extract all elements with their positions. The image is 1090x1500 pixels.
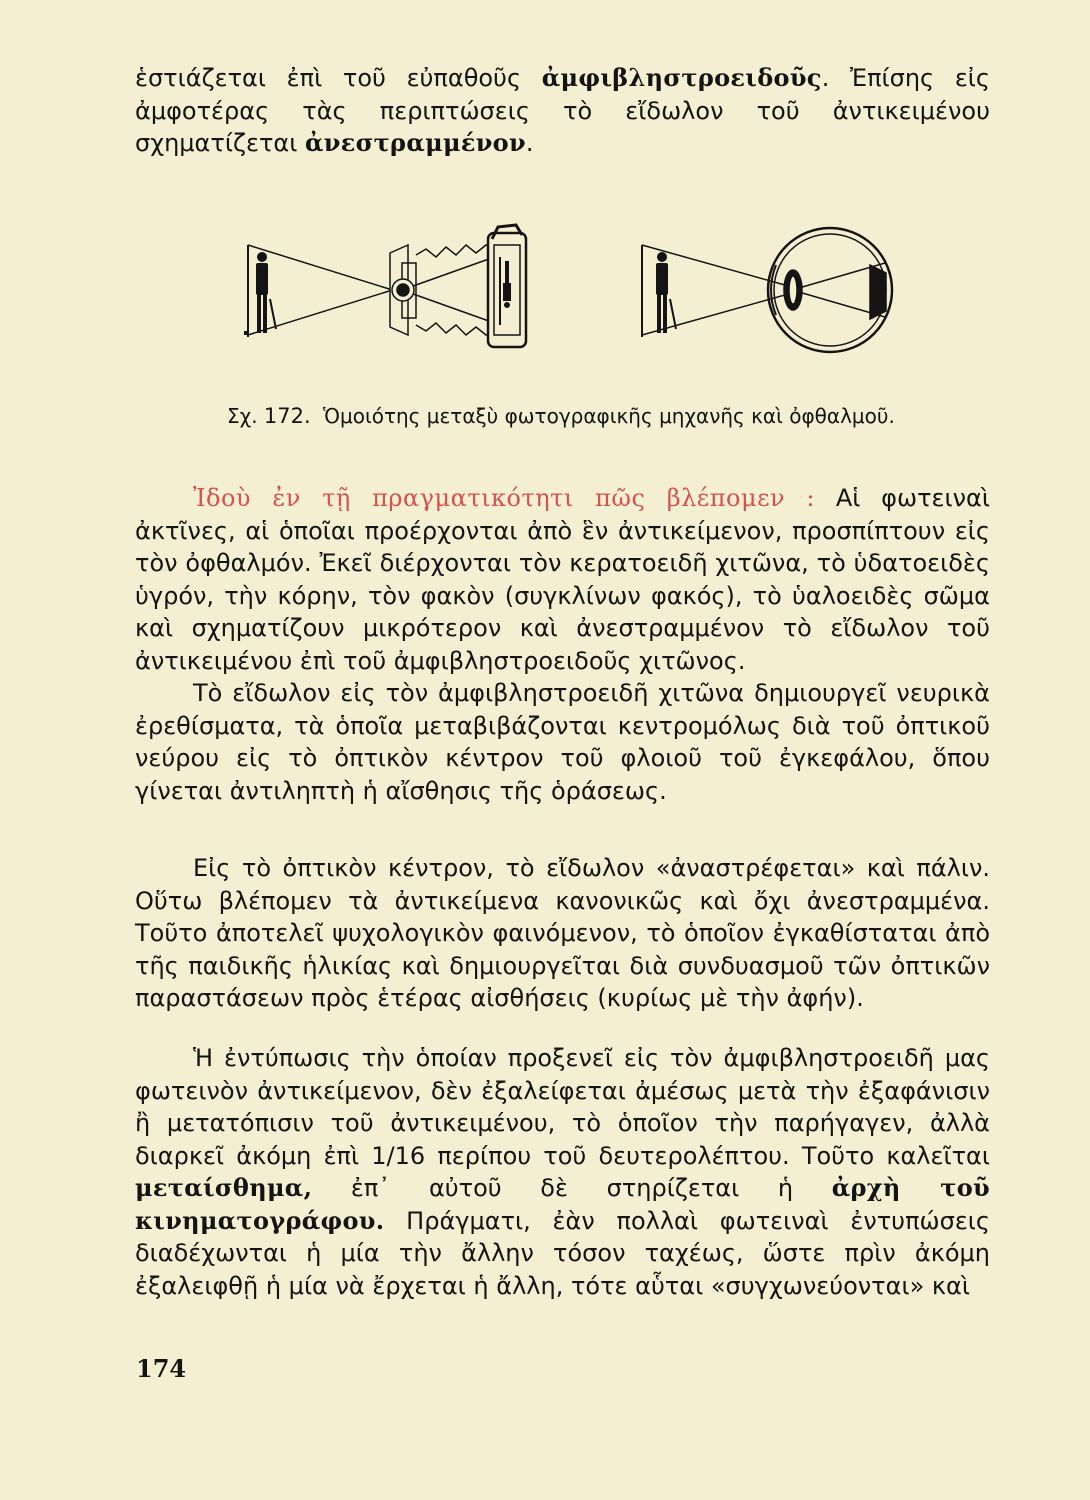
paragraph-vision xyxy=(135,482,990,807)
paragraph-text: Πράγματι, ἐὰν πολλαὶ φωτειναὶ ἐντυπώσεις διαδέχωνται ἡ μία τὴν ἄλλην τόσον ταχέως, ὥστε πρὶν ἀκόμη ἐξαλειφθῇ ἡ μία νὰ ἔρχεται ἡ ἄλλη, τότε αὗται «συγχωνεύονται» καὶ xyxy=(135,1206,990,1300)
camera-illustration xyxy=(244,225,526,347)
figure-number: 172. xyxy=(263,404,311,428)
page-number: 174 xyxy=(136,1354,187,1383)
bold-term-cinema: ἀρχὴ τοῦ κινηματογράφου. xyxy=(135,1173,990,1235)
figure-prefix: Σχ. xyxy=(227,404,258,428)
intro-text: . xyxy=(525,129,534,157)
paragraph-text: Ἡ ἐντύπωσις τὴν ὁποίαν προξενεῖ εἰς τὸν ἀμφιβληστροειδῆ μας φωτεινὸν ἀντικείμενον, δὲν ἐξαλείφεται ἀμέσως μετὰ τὴν ἐξαφάνισιν ἢ μετατόπισιν τοῦ ἀντικειμένου, τὸ ὁποῖον τὴν παρήγαγεν, ἀλλὰ διαρκεῖ ἀκόμη ἐπὶ 1/16 περίπου τοῦ δευτερολέπτου. Τοῦτο καλεῖται xyxy=(135,1044,990,1170)
figure-caption-text: Ὁμοιότης μεταξὺ φωτογραφικῆς μηχανῆς καὶ ὀφθαλμοῦ. xyxy=(323,404,895,428)
paragraph-text: ἐπ᾽ αὐτοῦ δὲ στηρίζεται ἡ xyxy=(312,1174,832,1202)
paragraph-text: Εἰς τὸ ὀπτικὸν κέντρον, τὸ εἴδωλον «ἀναστρέφεται» καὶ πάλιν. Οὕτω βλέπομεν τὰ ἀντικείμενα κανονικῶς καὶ ὄχι ἀνεστραμμένα. Τοῦτο ἀποτελεῖ ψυχολογικὸν φαινόμενον, τὸ ὁποῖον ἐγκαθίσταται ἀπὸ τῆς παιδικῆς ἡλικίας καὶ δημιουργεῖται διὰ συνδυασμοῦ τῶν ὀπτικῶν παραστάσεων πρὸς ἑτέρας αἰσθήσεις (κυρίως μὲ τὴν ἀφήν). xyxy=(135,854,990,1012)
paragraph-afterimage xyxy=(135,1042,990,1302)
figure-caption xyxy=(227,404,947,428)
paragraph-inversion xyxy=(135,852,990,1015)
intro-text: ἑστιάζεται ἐπὶ τοῦ εὐπαθοῦς xyxy=(135,64,542,92)
paragraph-text: Τὸ εἴδωλον εἰς τὸν ἀμφιβληστροειδῆ χιτῶνα δημιουργεῖ νευρικὰ ἐρεθίσματα, τὰ ὁποῖα μεταβιβάζονται κεντρομόλως διὰ τοῦ ὀπτικοῦ νεύρου εἰς τὸ ὀπτικὸν κέντρον τοῦ φλοιοῦ τοῦ ἐγκεφάλου, ὅπου γίνεται ἀντιληπτὴ ἡ αἴσθησις τῆς ὁράσεως. xyxy=(135,679,990,805)
bold-term-inverted: ἀνεστραμμένον xyxy=(305,128,526,157)
intro-text: . Ἐπίσης εἰς ἀμφοτέρας τὰς περιπτώσεις τὸ εἴδωλον τοῦ ἀντικειμένου σχηματίζεται xyxy=(135,64,990,157)
person-right-icon xyxy=(656,252,668,333)
camera-eye-figure xyxy=(230,215,910,355)
red-heading: Ἰδοὺ ἐν τῇ πραγματικότητι πῶς βλέπομεν : xyxy=(193,484,815,512)
paragraph-text: Αἱ φωτειναὶ ἀκτῖνες, αἱ ὁποῖαι προέρχονται ἀπὸ ἓν ἀντικείμενον, προσπίπτουν εἰς τὸν ὀφθαλμόν. Ἐκεῖ διέρχονται τὸν κερατοειδῆ χιτῶνα, τὸ ὑδατοειδὲς ὑγρόν, τὴν κόρην, τὸν φακὸν (συγκλίνων φακός), τὸ ὑαλοειδὲς σῶμα καὶ σχηματίζουν μικρότερον καὶ ἀνεστραμμένον τὸ εἴδωλον τοῦ ἀντικειμένου ἐπὶ τοῦ ἀμφιβληστροειδοῦς χιτῶνος. xyxy=(135,484,990,675)
eye-illustration xyxy=(642,228,892,352)
bold-term-retina: ἀμφιβληστροειδοῦς xyxy=(541,63,822,92)
intro-paragraph xyxy=(135,62,990,160)
bold-term-afterimage: μεταίσθημα, xyxy=(135,1173,313,1202)
